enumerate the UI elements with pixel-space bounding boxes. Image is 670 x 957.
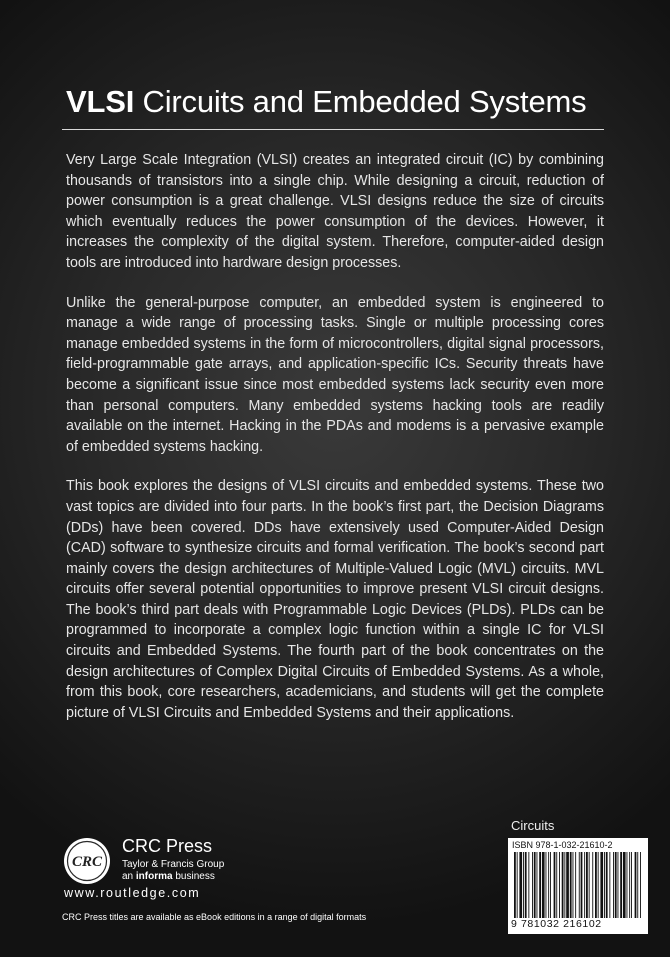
barcode-bar [570,852,572,918]
barcode-bar [586,852,588,918]
ebook-footnote: CRC Press titles are available as eBook editions in a range of digital formats [62,912,367,922]
title-bold: VLSI [66,84,135,119]
title-divider [62,129,604,130]
subject-category: Circuits [511,818,555,833]
barcode-bar [623,852,626,918]
barcode-bar [573,852,574,918]
barcode-bars [512,852,644,918]
blurb-paragraph-1: Very Large Scale Integration (VLSI) creates an integrated circuit (IC) by combining thousands of transistors into a single chip. While designing a circuit, reduction of power consumption is a great challenge. VLSI designs reduce the size of circuits which eventually reduces the power consumption of the devices. However, it increases the complexity of the digital system. Therefore, computer-aided design tools are introduced into hardware design processes. [66,152,604,271]
blurb-paragraph-2: Unlike the general-purpose computer, an embedded system is engineered to manage a wide range of processing tasks. Single or multiple processing cores manage embedded systems in the form of microcontrollers, digital signal processors, field-programmable gate arrays, and application-specific ICs. Security threats have become a significant issue since most embedded systems lack security even more than personal computers. Many embedded systems hacking tools are readily available on the internet. Hacking in the PDAs and modems is a pervasive example of embedded systems hacking. [66,294,604,455]
barcode-bar [584,852,585,918]
barcode-bar [550,852,551,918]
isbn-digits: 9 781032 216102 [511,918,602,930]
barcode-bar [635,852,637,918]
barcode-bar [592,852,593,918]
barcode-bar [618,852,619,918]
barcode-bar [629,852,630,918]
barcode-bar [579,852,580,918]
barcode-bar [606,852,608,918]
barcode-bar [615,852,617,918]
barcode-bar [581,852,583,918]
barcode-bar [595,852,597,918]
barcode-bar [598,852,599,918]
barcode-bar [564,852,565,918]
title-rest: Circuits and Embedded Systems [142,84,587,119]
publisher-name: CRC Press [122,836,213,856]
crc-logo-icon [62,836,112,886]
barcode-bar [542,852,545,918]
barcode-bar [523,852,524,918]
blurb-paragraph-3: This book explores the designs of VLSI circuits and embedded systems. These two vast topics are divided into four parts. In the book’s first part, the Decision Diagrams (DDs) have been covered. DDs have extensively used Computer-Aided Design (CAD) software to synthesize circuits and formal verification. The book’s second part mainly covers the design architectures of Multiple-Valued Logic (MVL) circuits. MVL circuits offer several potential opportunities to improve present VLSI circuit designs. The book’s third part deals with Programmable Logic Devices (PLDs). PLDs can be programmed to incorporate a complex logic function within a single IC for VLSI circuits and Embedded Systems. The fourth part of the book concentrates on the design architectures of Complex Digital Circuits of Embedded Systems. As a whole, from this book, core researchers, academicians, and students will get the complete picture of VLSI Circuits and Embedded Systems and their applications. [66,478,604,721]
barcode-bar [640,852,641,918]
publisher-website-link[interactable]: www.routledge.com [64,886,201,900]
barcode-bar [534,852,536,918]
barcode-bar [554,852,556,918]
barcode-bar [517,852,518,918]
barcode-bar [539,852,541,918]
blurb [66,150,604,742]
business-bold: informa [135,871,173,882]
barcode-bar [604,852,605,918]
book-title [66,84,626,120]
barcode-bar [556,852,557,918]
business-prefix: an [122,871,134,882]
barcode-bar [575,852,576,918]
barcode-bar [514,852,516,918]
barcode-bar [559,852,560,918]
barcode-bar [627,852,628,918]
isbn-label: ISBN 978-1-032-21610-2 [512,840,613,850]
barcode-bar [525,852,527,918]
barcode-bar [637,852,638,918]
barcode-bar [546,852,547,918]
isbn-barcode [508,838,648,934]
barcode-bar [620,852,622,918]
barcode-bar [613,852,614,918]
barcode-bar [519,852,522,918]
barcode-bar [600,852,603,918]
publisher-business [122,871,215,882]
barcode-bar [566,852,569,918]
logo-text: CRC [71,854,103,870]
barcode-bar [589,852,590,918]
barcode-bar [562,852,564,918]
barcode-bar [528,852,529,918]
barcode-bar [548,852,549,918]
barcode-bar [631,852,632,918]
barcode-bar [532,852,533,918]
business-suffix: business [175,871,215,882]
barcode-bar [609,852,610,918]
publisher-group: Taylor & Francis Group [122,859,225,870]
barcode-bar [537,852,538,918]
